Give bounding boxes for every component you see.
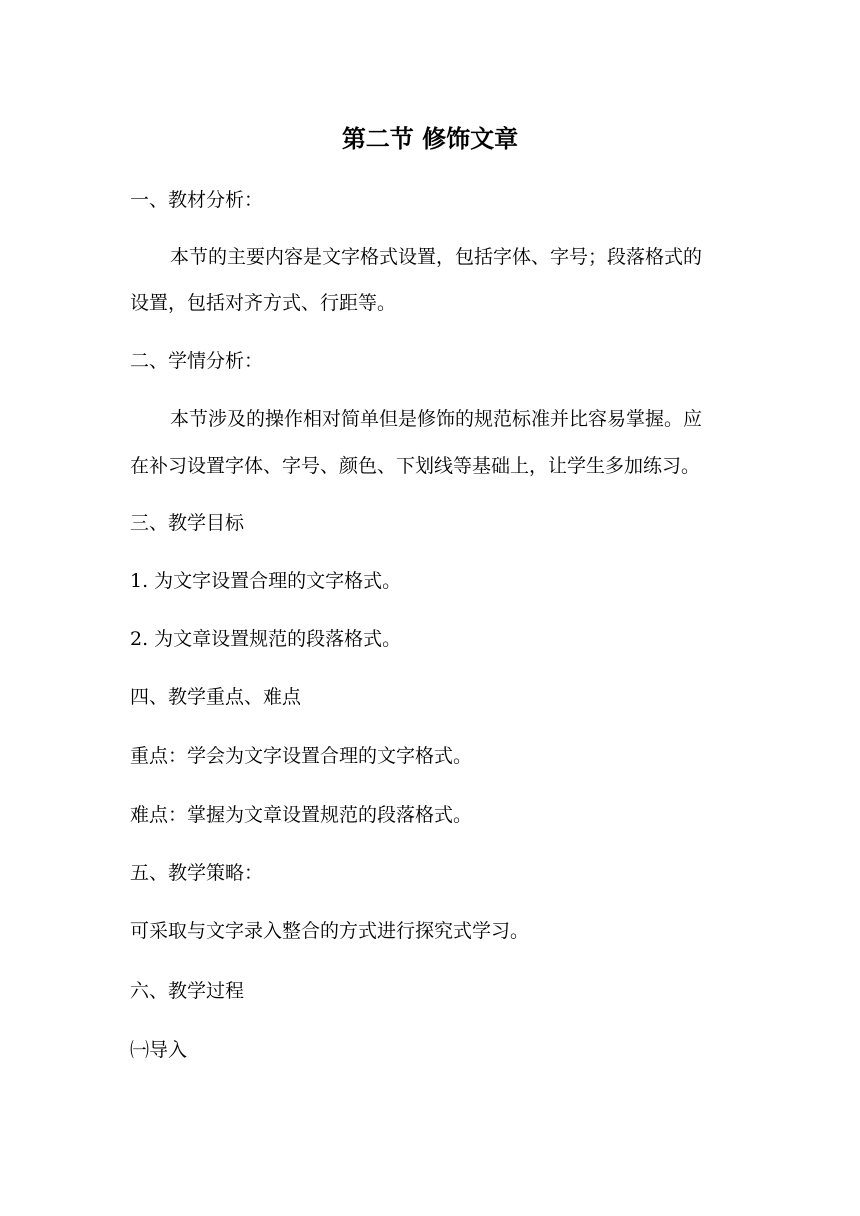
learner-analysis-line-1: 本节涉及的操作相对简单但是修饰的规范标准并比容易掌握。应 [170, 408, 703, 430]
teaching-goal-2: 2. 为文章设置规范的段落格式。 [130, 628, 402, 650]
section-heading-textbook-analysis: 一、教材分析： [130, 189, 264, 211]
textbook-analysis-line-1: 本节的主要内容是文字格式设置，包括字体、字号；段落格式的 [170, 246, 703, 268]
textbook-analysis-line-2: 设置，包括对齐方式、行距等。 [130, 292, 397, 314]
section-heading-teaching-goals: 三、教学目标 [130, 512, 245, 534]
difficult-point: 难点：掌握为文章设置规范的段落格式。 [130, 804, 473, 826]
section-heading-teaching-process: 六、教学过程 [130, 980, 245, 1002]
learner-analysis-line-2: 在补习设置字体、字号、颜色、下划线等基础上，让学生多加练习。 [130, 455, 701, 477]
process-step-introduction: ㈠导入 [130, 1039, 188, 1061]
section-heading-learner-analysis: 二、学情分析： [130, 350, 264, 372]
key-point: 重点：学会为文字设置合理的文字格式。 [130, 745, 473, 767]
teaching-strategy: 可采取与文字录入整合的方式进行探究式学习。 [130, 920, 530, 942]
teaching-goal-1: 1. 为文字设置合理的文字格式。 [130, 570, 402, 592]
section-heading-teaching-strategy: 五、教学策略： [130, 862, 264, 884]
section-heading-key-difficult-points: 四、教学重点、难点 [130, 686, 302, 708]
document-title: 第二节 修饰文章 [341, 125, 519, 153]
